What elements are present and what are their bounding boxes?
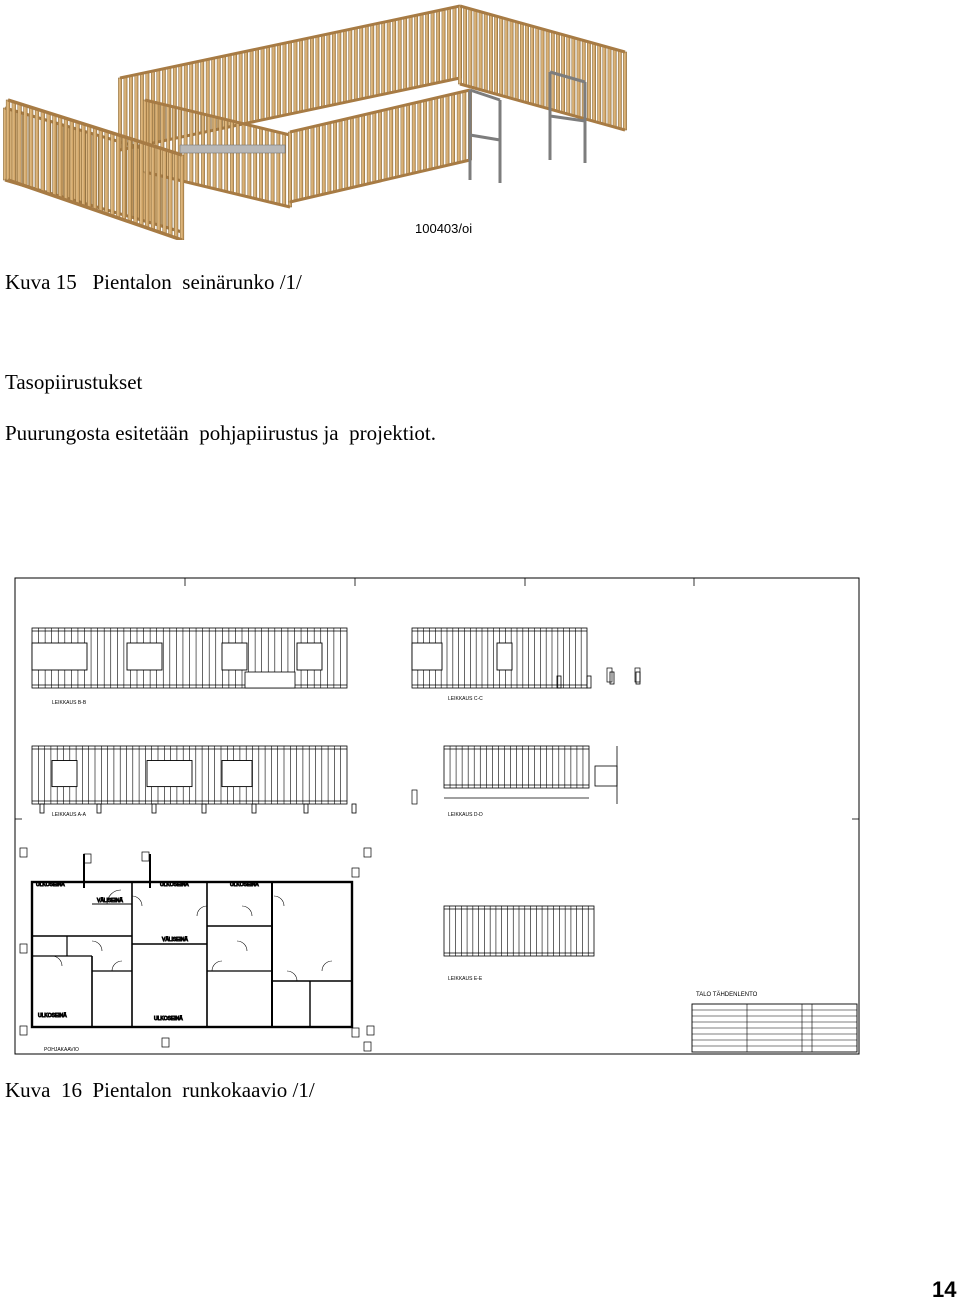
svg-text:VÄLISEINÄ: VÄLISEINÄ <box>97 898 123 904</box>
page-number: 14 <box>932 1277 957 1302</box>
svg-text:ULKOSEINÄ: ULKOSEINÄ <box>38 1013 67 1019</box>
section-dd-label: LEIKKAUS D-D <box>448 812 483 818</box>
section-ee-label: LEIKKAUS E-E <box>448 976 483 982</box>
wall-studs <box>3 6 626 240</box>
svg-text:ULKOSEINÄ: ULKOSEINÄ <box>230 882 259 888</box>
svg-text:ULKOSEINÄ: ULKOSEINÄ <box>160 882 189 888</box>
svg-text:ULKOSEINÄ: ULKOSEINÄ <box>154 1016 183 1022</box>
section-markers <box>20 668 640 1051</box>
figure-16-caption: Kuva 16 Pientalon runkokaavio /1/ <box>5 1078 315 1102</box>
section-dd-elevation <box>444 746 617 804</box>
section-heading: Tasopiirustukset <box>5 370 143 394</box>
title-block <box>692 1004 857 1052</box>
drawing-code: 100403/oi <box>415 221 473 236</box>
section-cc-label: LEIKKAUS C-C <box>448 696 483 702</box>
floor-plan <box>32 854 352 1027</box>
section-ee-elevation <box>444 906 594 956</box>
section-cc-elevation <box>412 628 640 688</box>
section-bb-label: LEIKKAUS B-B <box>52 700 87 706</box>
figure-15-caption: Kuva 15 Pientalon seinärunko /1/ <box>5 270 302 294</box>
project-title: TALO TÄHDENLENTO <box>696 992 758 998</box>
section-aa-elevation <box>32 746 356 813</box>
wall-frame-illustration <box>0 0 640 240</box>
svg-text:ULKOSEINÄ: ULKOSEINÄ <box>36 882 65 888</box>
section-bb-elevation <box>32 628 347 688</box>
wall-frame-3d-drawing <box>0 0 640 240</box>
frame-diagram-drawing <box>12 576 862 1058</box>
section-text: Puurungosta esitetään pohjapiirustus ja projektiot. <box>5 421 437 445</box>
svg-text:VÄLISEINÄ: VÄLISEINÄ <box>162 937 188 943</box>
section-aa-label: LEIKKAUS A-A <box>52 812 86 818</box>
floor-plan-label: POHJAKAAVIO <box>44 1047 79 1053</box>
frame-diagram-sheet <box>12 576 862 1058</box>
